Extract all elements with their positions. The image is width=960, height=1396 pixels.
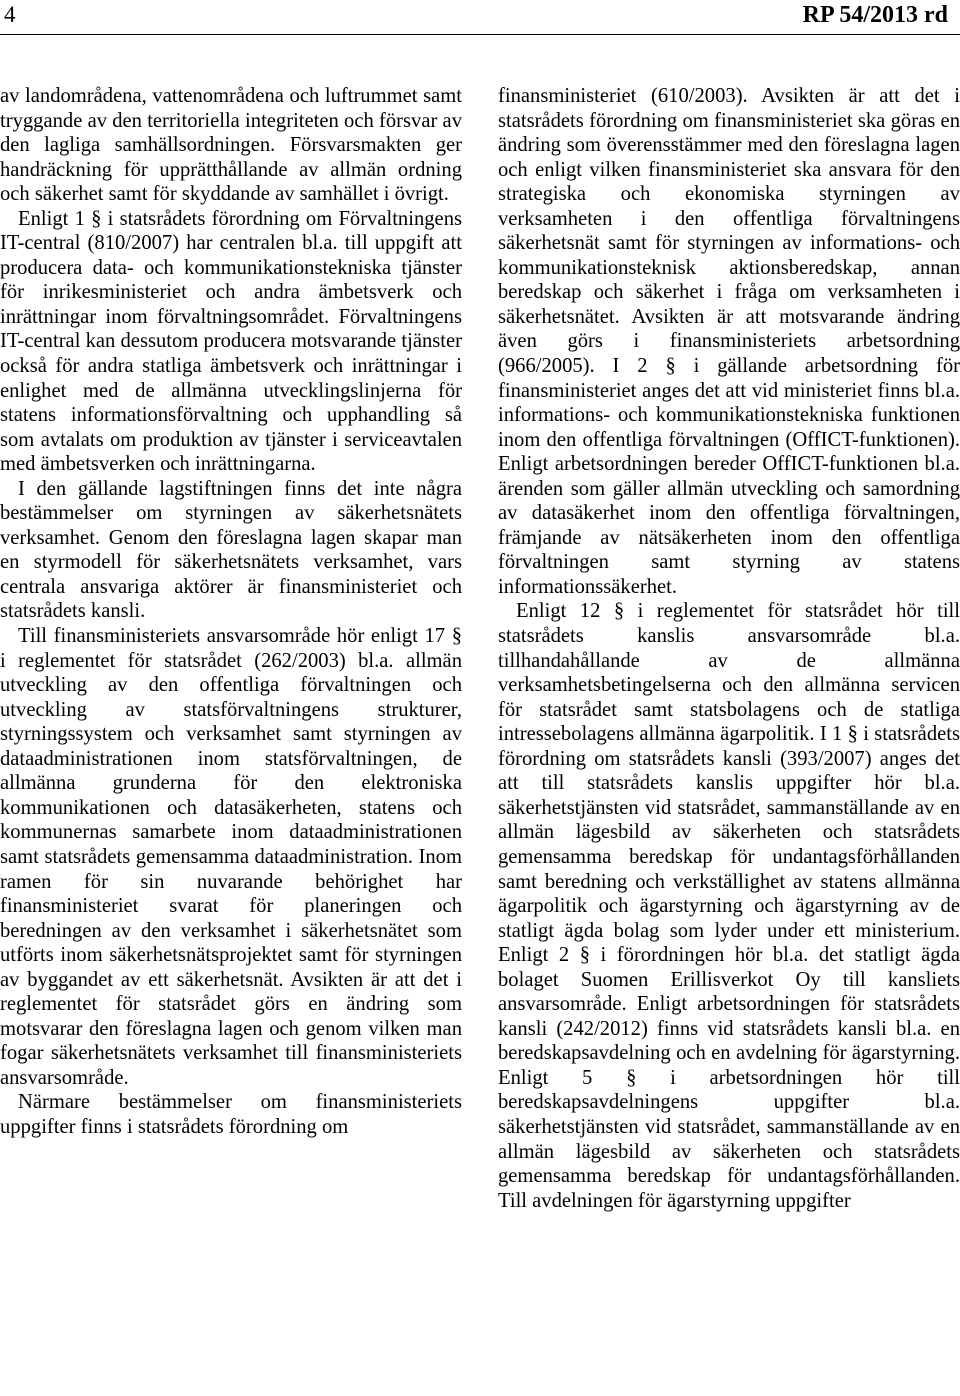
paragraph: Till finansministeriets ansvarsområde hör enligt 17 § i reglementet för statsrådet (262/2003) bl.a. allmän utveckling av den offentliga förvaltningen och utveckling av statsförvaltningens strukturer, styrningssystem och verksamhet samt styrningen av dataadministrationen inom statsförvaltningen, de allmänna grunderna för den elektroniska kommunikationen och datasäkerheten, statens och kommunernas samarbete inom dataadministrationen samt statsrådets gemensamma dataadministration. Inom ramen för sin nuvarande behörighet har finansministeriet svarat för planeringen och beredningen av den verksamhet i säkerhetsnätet som utförts inom säkerhetsnätsprojektet samt för styrningen av byggandet av ett säkerhetsnät. Avsikten är att det i reglementet för statsrådet görs en ändring som motsvarar den föreslagna lagen och genom vilken man fogar säkerhetsnätets verksamhet till finansministeriets ansvarsområde. [0, 625, 462, 1089]
header-rule [0, 34, 960, 35]
paragraph: finansministeriet (610/2003). Avsikten är att det i statsrådets förordning om finansministeriet ska göras en ändring som överensstämmer med den föreslagna lagen och enligt vilken finansministeriet ska ansvara för den strategiska och ekonomiska styrningen av verksamheten i den offentliga förvaltningens säkerhetsnät samt för styrningen av informations- och kommunikationsteknisk aktionsberedskap, annan beredskap och säkerhet i fråga om verksamheten i säkerhetsnätet. Avsikten är att motsvarande ändring även görs i finansministeriets arbetsordning (966/2005). I 2 § i gällande arbetsordning för finansministeriet anges det att vid ministeriet finns bl.a. informations- och kommunikationstekniska funktionen inom den offentliga förvaltningen (OffICT-funktionen). Enligt arbetsordningen bereder OffICT-funktionen bl.a. ärenden som gäller allmän utveckling och samordning av datasäkerhet inom den offentliga förvaltningen, främjande av nätsäkerheten inom den offentliga förvaltningen samt styrning av statens informationssäkerhet. [498, 85, 960, 598]
paragraph: Enligt 1 § i statsrådets förordning om Förvaltningens IT-central (810/2007) har centralen bl.a. till uppgift att producera data- och kommunikationstekniska tjänster för inrikesministeriet och andra ämbetsverk och inrättningar inom förvaltningsområdet. Förvaltningens IT-central kan dessutom producera motsvarande tjänster också för andra statliga ämbetsverk och inrättningar i enlighet med de allmänna utvecklingslinjerna för statens informationsförvaltning och upphandling så som avtalats om produktion av tjänster i serviceavtalen med ämbetsverken och inrättningarna. [0, 207, 462, 476]
running-title: RP 54/2013 rd [802, 2, 948, 28]
paragraph: Närmare bestämmelser om finansministeriets uppgifter finns i statsrådets förordning om [0, 1091, 462, 1138]
paragraph: av landområdena, vattenområdena och luftrummet samt tryggande av den territoriella integriteten och försvar av den lagliga samhällsordningen. Försvarsmakten ger handräckning för upprätthållande av allmän ordning och säkerhet samt för skyddande av samhället i övrigt. [0, 85, 462, 206]
page-header [0, 0, 960, 34]
page-number: 4 [4, 2, 16, 27]
right-column [498, 84, 960, 1213]
paragraph: Enligt 12 § i reglementet för statsrådet hör till statsrådets kanslis ansvarsområde bl.a. tillhandahållande av de allmänna verksamhetsbetingelserna och den allmänna servicen för statsrådet samt statsbolagens och de statliga intressebolagens allmänna ägarpolitik. I 1 § i statsrådets förordning om statsrådets kansli (393/2007) anges det att till statsrådets kanslis uppgifter hör bl.a. säkerhetstjänsten vid statsrådet, sammanställande av en allmän lägesbild av säkerheten och statsrådets gemensamma beredskap för undantagsförhållanden samt beredning och verkställighet av statens allmänna ägarpolitik och ägarstyrning och ägarstyrning av de statligt ägda bolag som lyder under ett ministerium. Enligt 2 § i förordningen hör bl.a. det statligt ägda bolaget Suomen Erillisverkot Oy till kansliets ansvarsområde. Enligt arbetsordningen för statsrådets kansli (242/2012) finns vid statsrådets kansli bl.a. en beredskapsavdelning och en avdelning för ägarstyrning. Enligt 5 § i arbetsordningen hör till beredskapsavdelningens uppgifter bl.a. säkerhetstjänsten vid statsrådet, sammanställande av en allmän lägesbild av säkerheten och statsrådets gemensamma beredskap för undantagsförhållanden. Till avdelningen för ägarstyrning uppgifter [498, 600, 960, 1212]
paragraph: I den gällande lagstiftningen finns det inte några bestämmelser om styrningen av säkerhetsnätets verksamhet. Genom den föreslagna lagen skapar man en styrmodell för säkerhetsnätets verksamhet, vars centrala ansvariga aktörer är finansministeriet och statsrådets kansli. [0, 477, 462, 623]
left-column [0, 84, 462, 1140]
